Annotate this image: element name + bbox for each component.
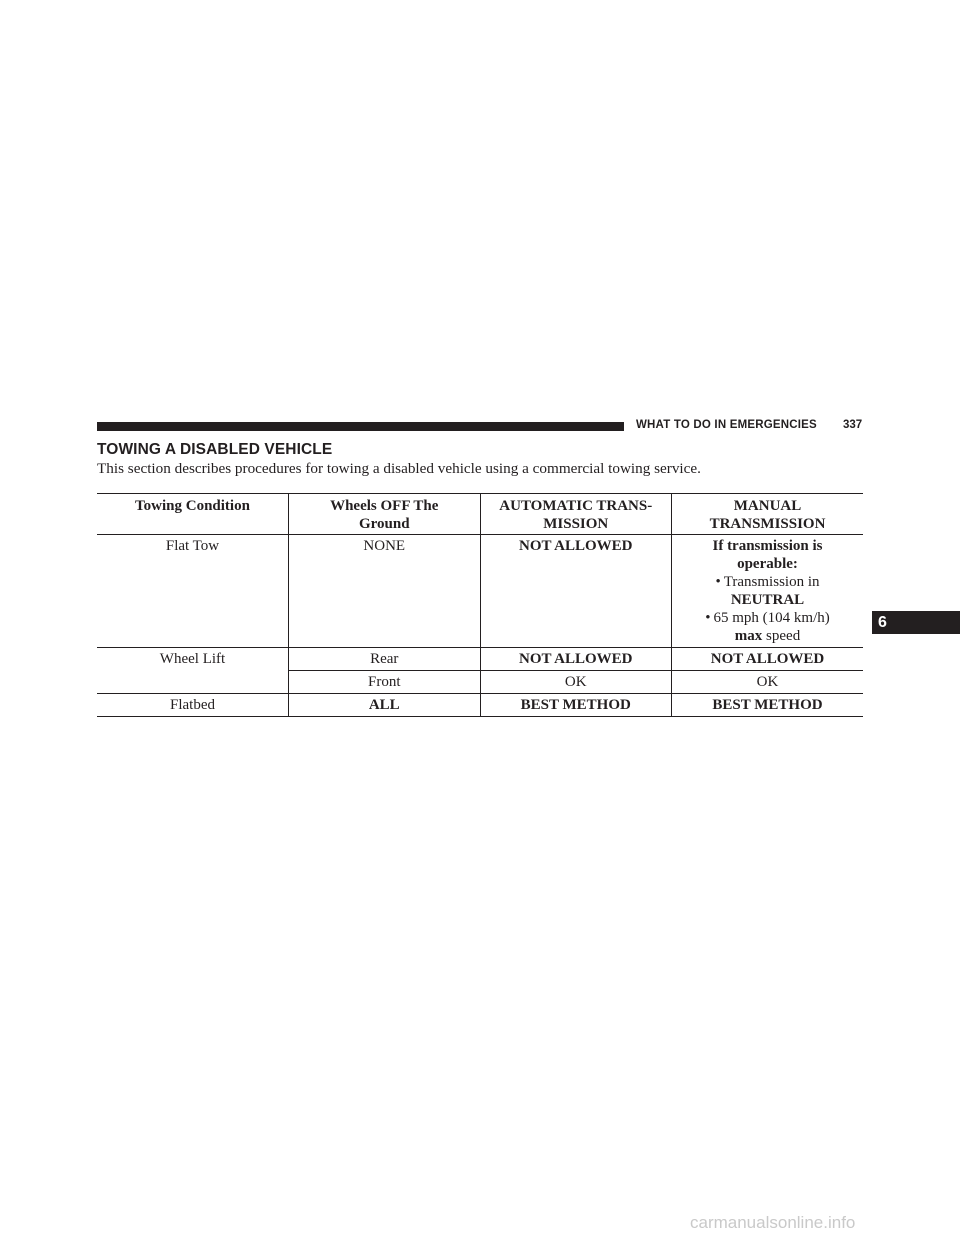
cell-wheels: Rear	[289, 648, 481, 671]
section-title: TOWING A DISABLED VEHICLE	[97, 441, 333, 458]
bullet-item-neutral	[678, 573, 857, 591]
cell-manual: NOT ALLOWED	[672, 648, 864, 671]
cell-manual: OK	[672, 671, 864, 694]
towing-table	[97, 493, 863, 717]
header-auto-line1: AUTOMATIC TRANS-	[499, 498, 653, 514]
header-wheels-line2: Ground	[358, 516, 410, 532]
cell-automatic: NOT ALLOWED	[480, 648, 672, 671]
header-manual-transmission	[672, 494, 864, 535]
cell-condition: Flatbed	[97, 694, 289, 717]
running-header-section: WHAT TO DO IN EMERGENCIES	[636, 419, 817, 431]
header-wheels-line1: Wheels OFF The	[330, 498, 439, 514]
cell-automatic: OK	[480, 671, 672, 694]
table-row-wheel-lift-rear	[97, 648, 863, 671]
header-condition-label: Towing Condition	[135, 498, 250, 514]
bullet2-text: 65 mph (104 km/h)	[713, 610, 830, 626]
table-header-row	[97, 494, 863, 535]
cell-condition: Wheel Lift	[97, 648, 289, 694]
page-number: 337	[843, 419, 863, 431]
header-manual-line1: MANUAL	[733, 498, 802, 514]
cell-manual	[672, 535, 864, 648]
bullet-icon: •	[715, 574, 721, 590]
chapter-tab-marker: 6	[872, 611, 960, 634]
header-towing-condition	[97, 494, 289, 535]
table-row-flat-tow	[97, 535, 863, 648]
cell-automatic: NOT ALLOWED	[480, 535, 672, 648]
bullet1-text: Transmission in	[723, 574, 820, 590]
header-automatic-transmission	[480, 494, 672, 535]
cell-wheels: ALL	[289, 694, 481, 717]
bullet2-max: max	[734, 628, 763, 644]
header-manual-line2: TRANSMISSION	[709, 516, 826, 532]
header-wheels-off-ground	[289, 494, 481, 535]
cell-wheels: Front	[289, 671, 481, 694]
bullet2-line2	[678, 627, 857, 645]
manual-intro-line1: If transmission is	[712, 538, 823, 554]
bullet-item-speed	[678, 609, 857, 627]
bullet1-neutral: NEUTRAL	[730, 592, 805, 608]
manual-intro-line2: operable:	[737, 556, 798, 572]
bullet2-speed: speed	[766, 628, 801, 644]
cell-wheels: NONE	[289, 535, 481, 648]
header-rule	[97, 422, 624, 431]
cell-condition: Flat Tow	[97, 535, 289, 648]
header-auto-line2: MISSION	[543, 516, 609, 532]
table-row-flatbed	[97, 694, 863, 717]
cell-manual: BEST METHOD	[672, 694, 864, 717]
watermark: carmanualsonline.info	[690, 1213, 856, 1232]
cell-automatic: BEST METHOD	[480, 694, 672, 717]
bullet-icon: •	[705, 610, 711, 626]
intro-paragraph: This section describes procedures for towing a disabled vehicle using a commercial towing service.	[97, 460, 701, 477]
